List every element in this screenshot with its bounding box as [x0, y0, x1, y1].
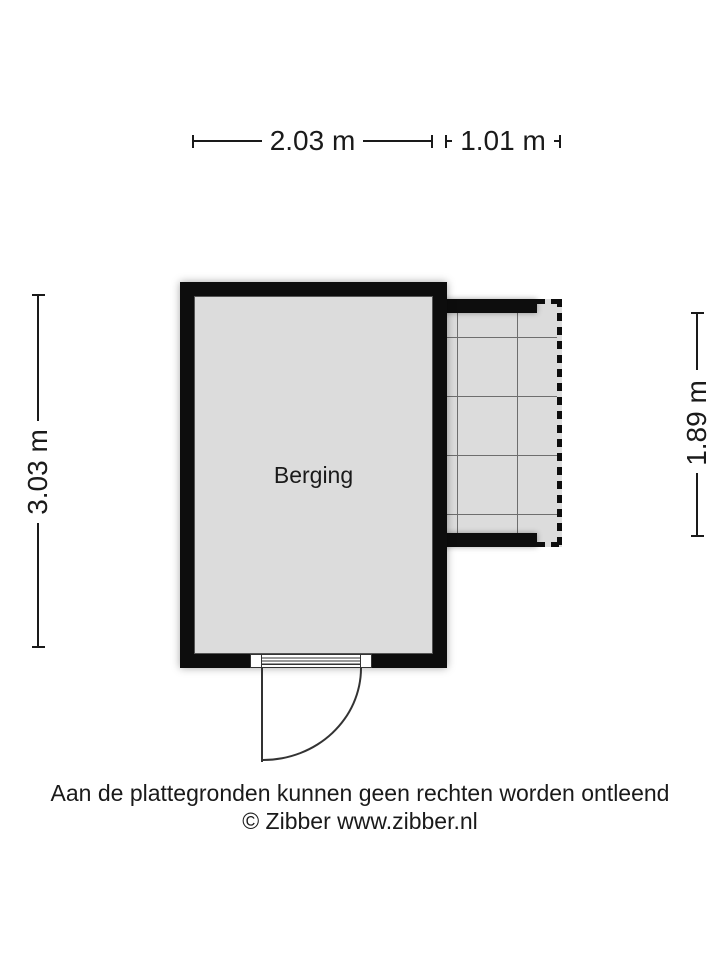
- dimension-line: [37, 523, 39, 648]
- dimension-tick: [32, 646, 45, 648]
- dimension-canopy-height-label: 1.89 m: [681, 380, 712, 466]
- dimension-line: [696, 473, 698, 537]
- dimension-room-width-label: 2.03 m: [269, 125, 356, 156]
- canopy-wall-stub-bottom: [439, 533, 537, 547]
- room-label-berging: Berging: [273, 461, 354, 488]
- door-threshold: [262, 654, 360, 668]
- canopy-grid-line: [517, 313, 518, 534]
- footer-copyright: © Zibber www.zibber.nl: [242, 808, 478, 834]
- dimension-canopy-width-label: 1.01 m: [460, 125, 546, 156]
- dimension-line: [194, 140, 262, 142]
- canopy-grid-line: [457, 313, 458, 534]
- door-jamb-left: [250, 654, 262, 668]
- room-berging-floor: [194, 296, 433, 654]
- footer-disclaimer: Aan de plattegronden kunnen geen rechten worden ontleend: [50, 780, 670, 806]
- canopy-grid-line: [447, 396, 557, 397]
- footer: [0, 779, 720, 835]
- canopy-grid-line: [447, 337, 557, 338]
- door-jamb-right: [360, 654, 372, 668]
- dimension-tick: [691, 535, 704, 537]
- canopy-wall-stub-top: [439, 299, 537, 313]
- canopy-grid-line: [447, 455, 557, 456]
- room-berging: [180, 282, 447, 668]
- dimension-room-height-label: 3.03 m: [22, 429, 53, 515]
- dimension-tick: [431, 135, 433, 148]
- dimension-room-width: [192, 124, 433, 158]
- canopy-grid-line: [447, 514, 557, 515]
- dimension-line: [363, 140, 431, 142]
- dimension-line: [37, 295, 39, 421]
- door-swing-arc: [263, 668, 362, 761]
- dimension-line: [696, 313, 698, 370]
- canopy-dashed-edge-bottom: [537, 542, 562, 547]
- canopy-dashed-edge-right: [557, 299, 562, 547]
- dimension-tick: [559, 135, 561, 148]
- dimension-canopy-width: [445, 124, 561, 158]
